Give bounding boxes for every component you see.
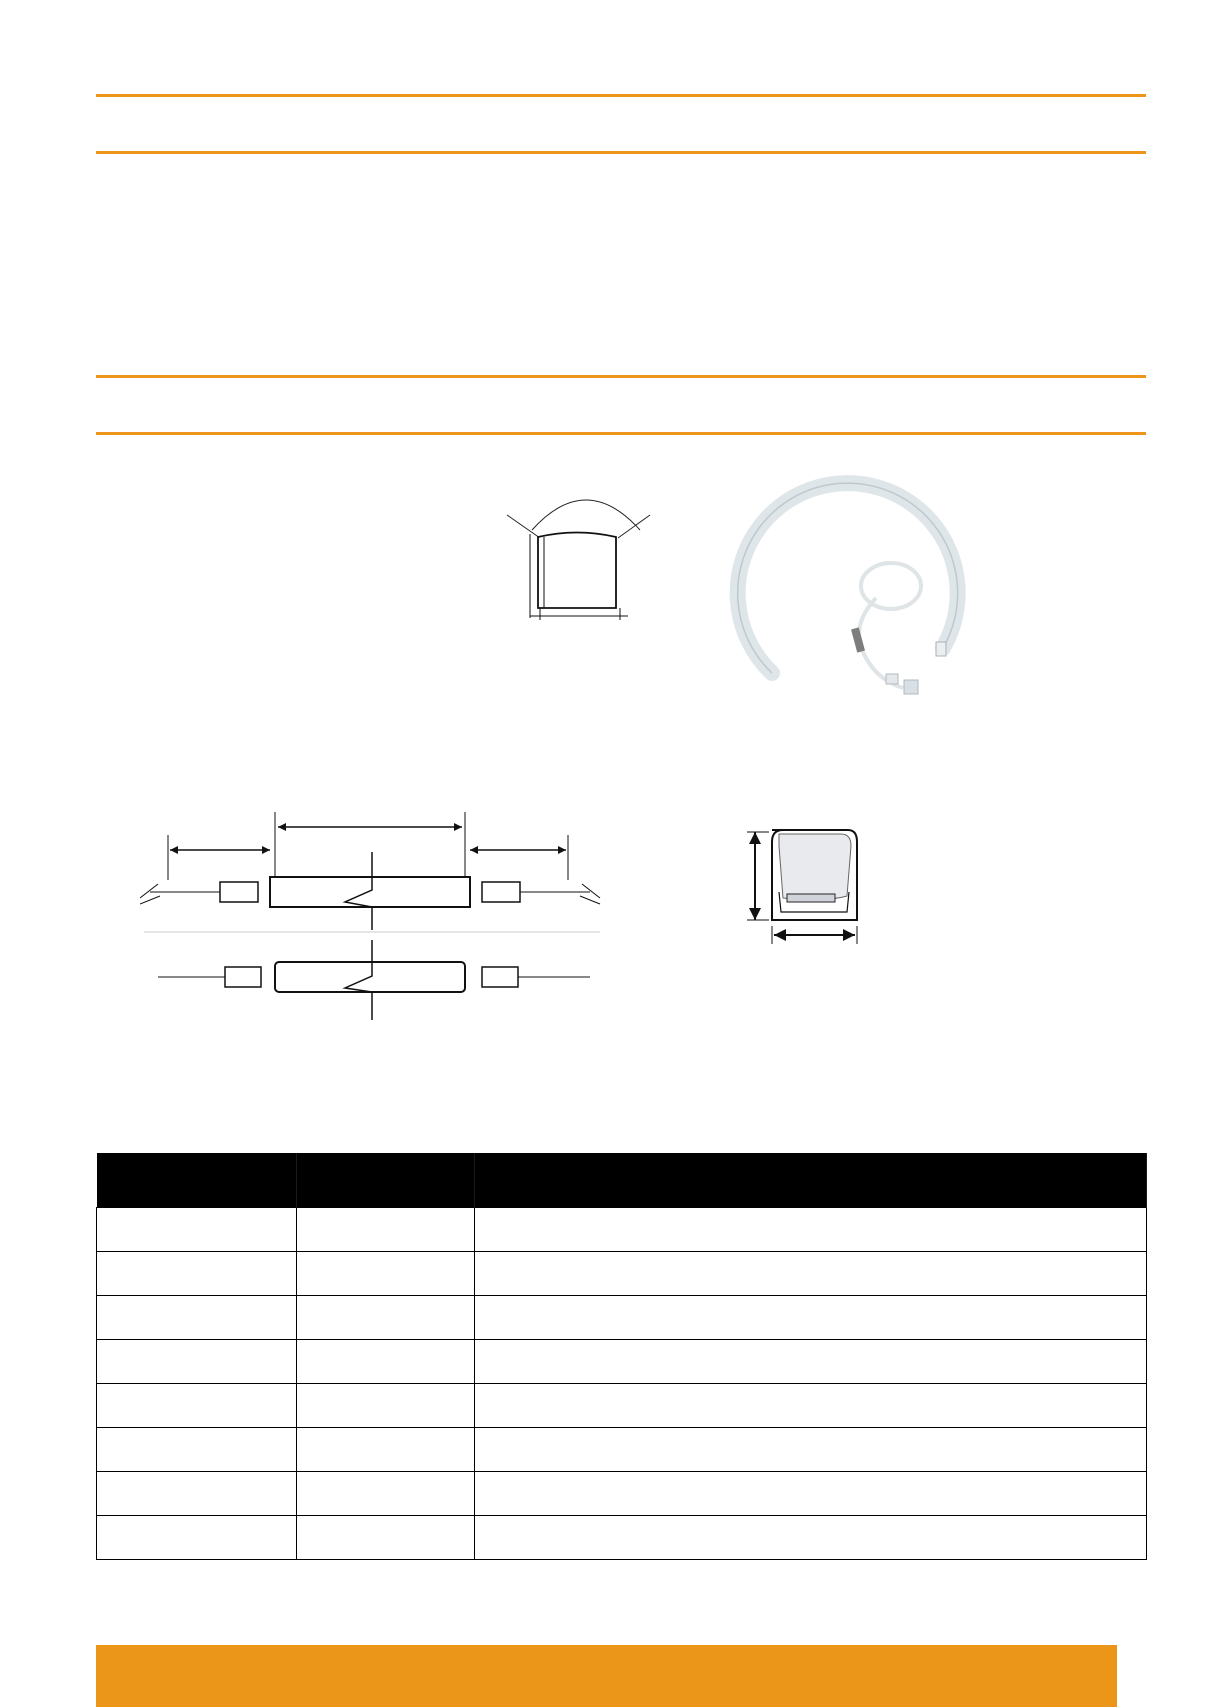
table-row — [97, 1516, 1147, 1560]
table-cell — [97, 1296, 297, 1340]
table-cell — [297, 1516, 475, 1560]
table-cell — [297, 1252, 475, 1296]
table-cell — [297, 1340, 475, 1384]
table-row — [97, 1208, 1147, 1252]
footer-bar — [96, 1645, 1117, 1707]
table-row — [97, 1252, 1147, 1296]
table-row — [97, 1340, 1147, 1384]
spec-table — [96, 1153, 1147, 1560]
table-header-cell — [297, 1153, 475, 1208]
table-header-row — [97, 1153, 1147, 1208]
section-rule-1-bottom — [96, 151, 1146, 154]
table-cell — [297, 1384, 475, 1428]
section-rule-2-top — [96, 375, 1146, 378]
section-rule-2-bottom — [96, 432, 1146, 435]
table-cell — [97, 1340, 297, 1384]
section-rule-1-top — [96, 94, 1146, 97]
table-cell — [97, 1472, 297, 1516]
table-cell — [297, 1296, 475, 1340]
coiled-neon-strip-photo — [728, 458, 988, 728]
table-cell — [97, 1428, 297, 1472]
table-cell — [475, 1428, 1147, 1472]
table-cell — [297, 1208, 475, 1252]
table-cell — [97, 1516, 297, 1560]
table-cell — [297, 1428, 475, 1472]
table-cell — [475, 1340, 1147, 1384]
table-row — [97, 1428, 1147, 1472]
table-row — [97, 1384, 1147, 1428]
table-row — [97, 1296, 1147, 1340]
table-cell — [475, 1252, 1147, 1296]
table-cell — [475, 1208, 1147, 1252]
table-cell — [475, 1472, 1147, 1516]
table-cell — [475, 1516, 1147, 1560]
strip-length-dimension-drawing — [140, 810, 610, 1030]
table-cell — [97, 1384, 297, 1428]
cross-section-dimension-icon — [745, 820, 870, 950]
table-cell — [475, 1296, 1147, 1340]
table-header-cell — [97, 1153, 297, 1208]
table-header-cell — [475, 1153, 1147, 1208]
table-cell — [97, 1208, 297, 1252]
table-cell — [97, 1252, 297, 1296]
table-cell — [297, 1472, 475, 1516]
bend-angle-profile-icon — [500, 490, 660, 630]
table-cell — [475, 1384, 1147, 1428]
table-row — [97, 1472, 1147, 1516]
